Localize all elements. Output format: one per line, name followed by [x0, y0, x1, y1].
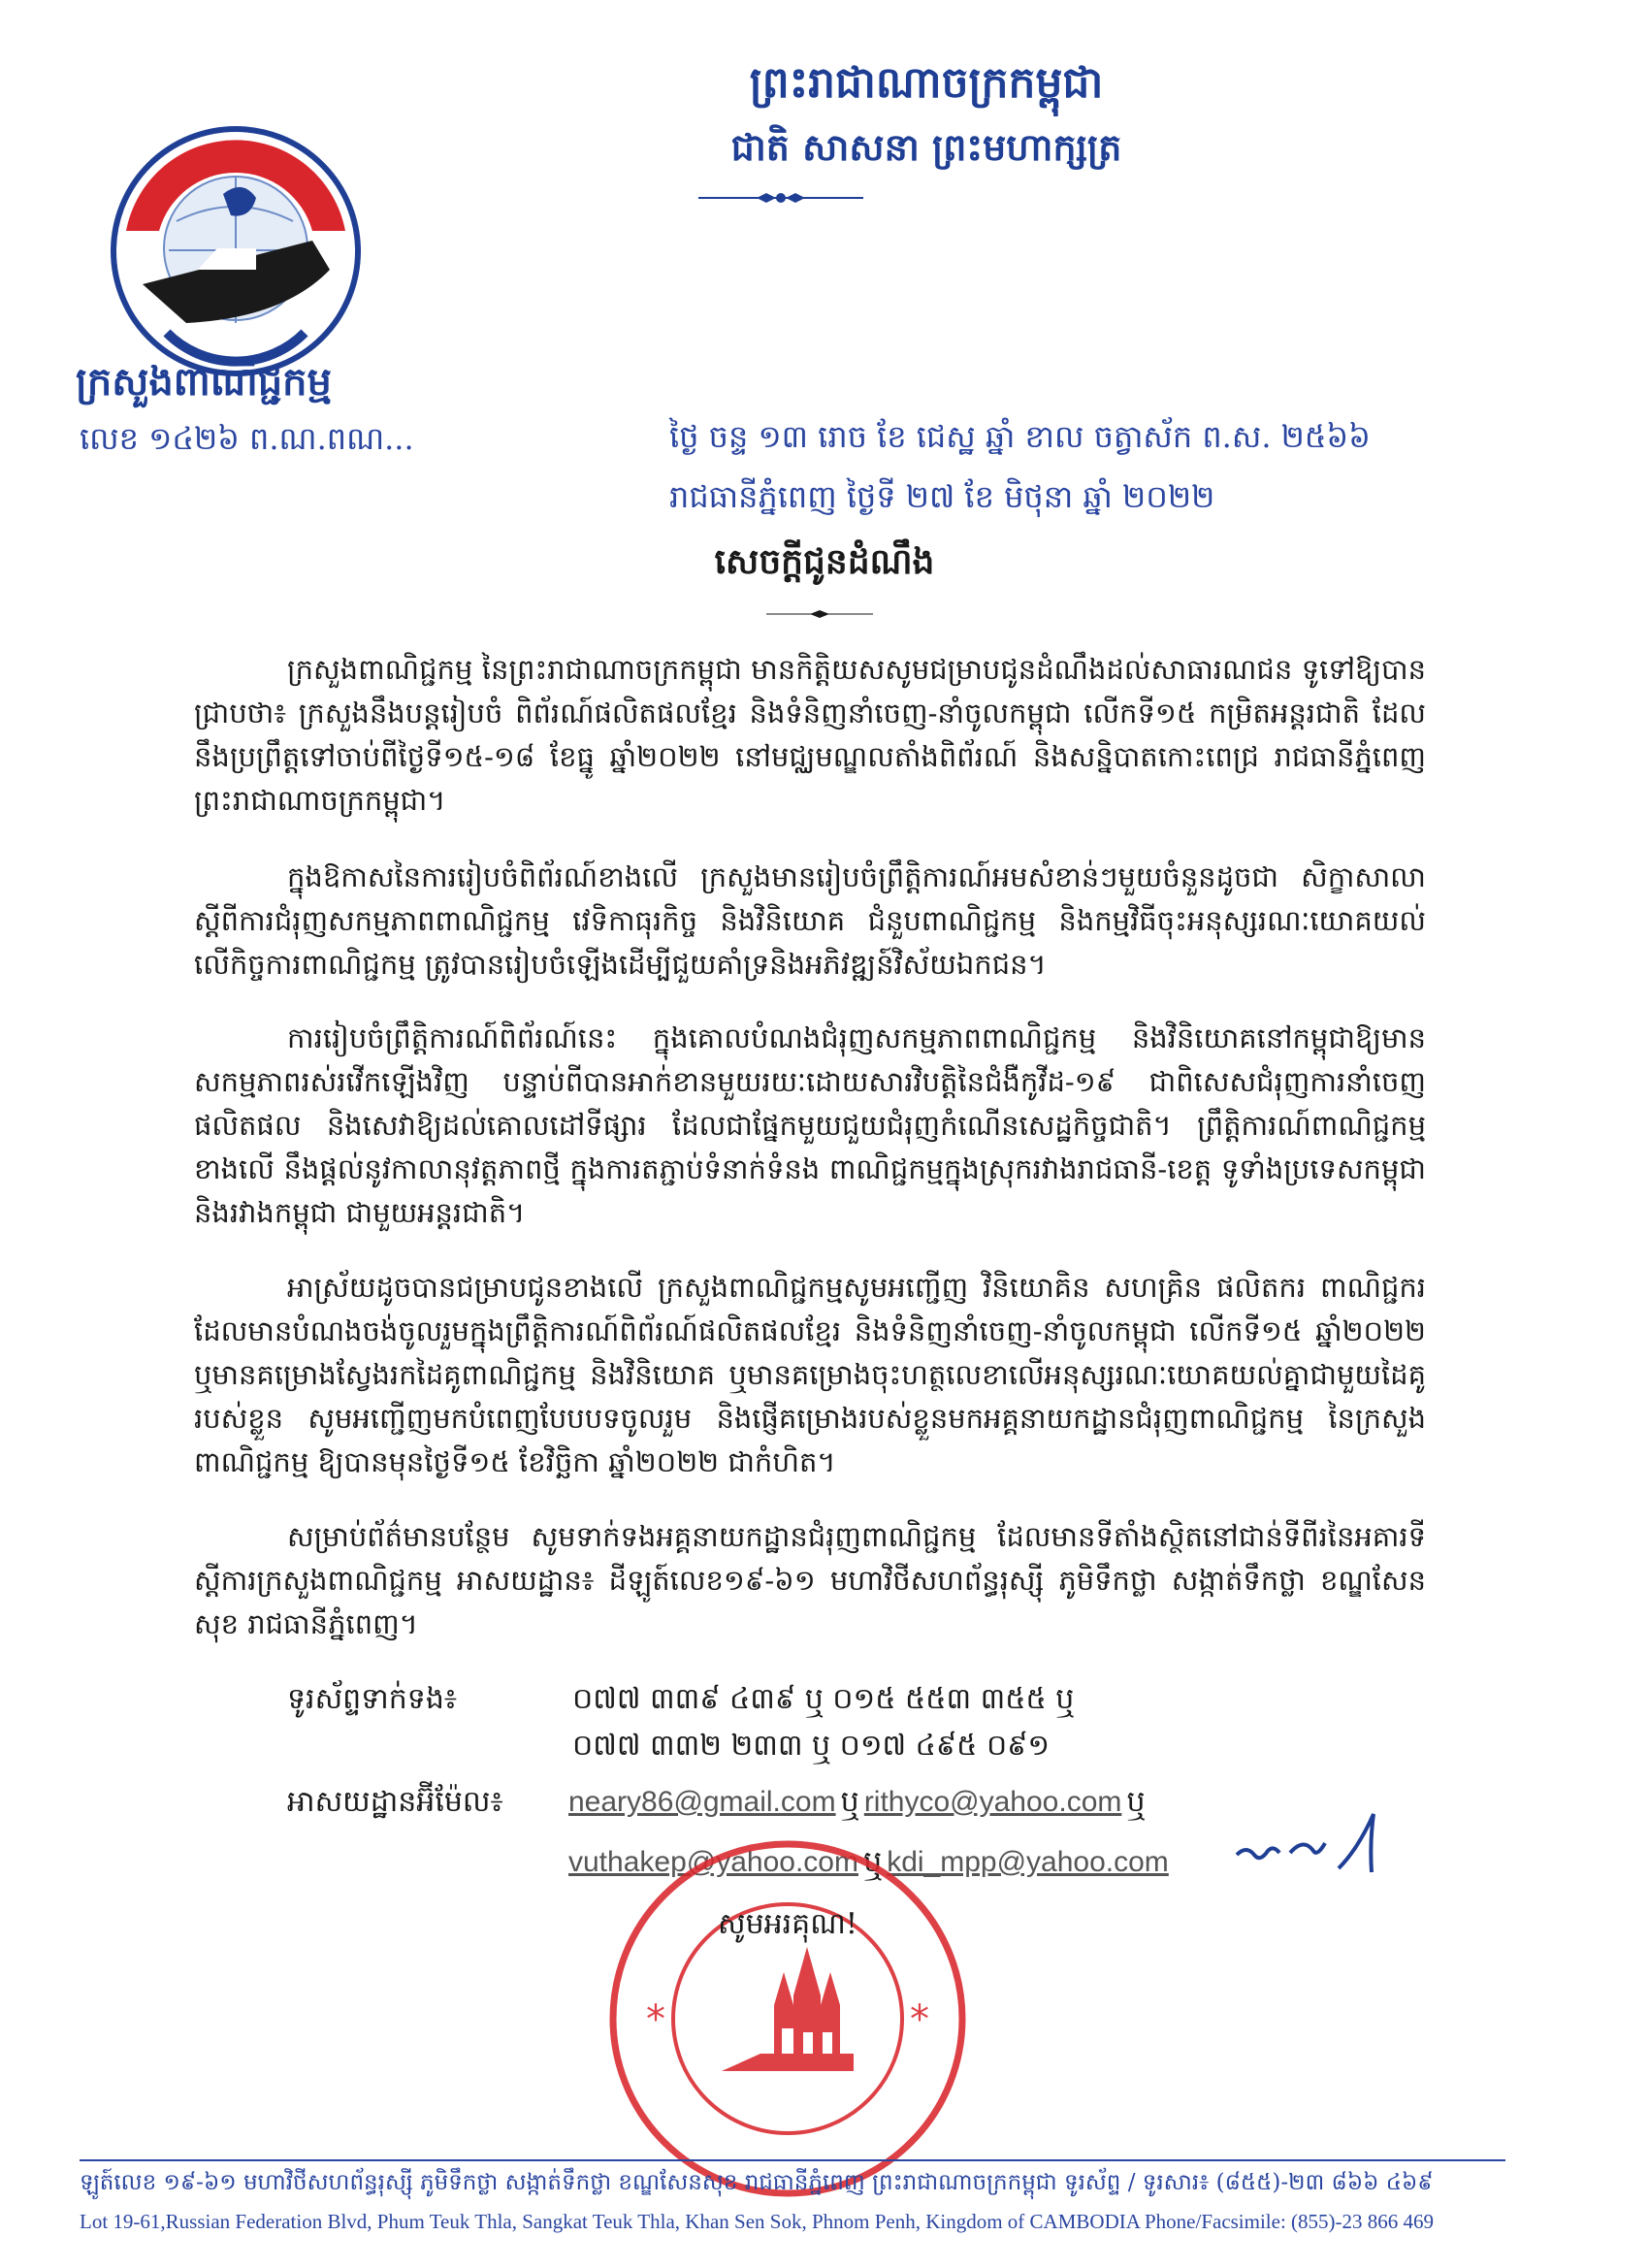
- paragraph-3: ការរៀបចំព្រឹត្តិការណ៍ពិព័រណ៍នេះ ក្នុងគោលបំណងជំរុញសកម្មភាពពាណិជ្ជកម្ម និងវិនិយោគនៅកម្ពុជាឱ្យមានសកម្មភាពរស់រវើកឡើងវិញ បន្ទាប់ពីបានអាក់ខានមួយរយៈដោយសារវិបត្តិនៃជំងឺកូវីដ-១៩ ជាពិសេសជំរុញការនាំចេញផលិតផល និងសេវាឱ្យដល់គោលដៅទីផ្សារ ដែលជាផ្នែកមួយជួយជំរុញកំណើនសេដ្ឋកិច្ចជាតិ។ ព្រឹត្តិការណ៍ពាណិជ្ជកម្មខាងលើ នឹងផ្តល់នូវកាលានុវត្តភាពថ្មី ក្នុងការតភ្ជាប់ទំនាក់ទំនង ពាណិជ្ជកម្មក្នុងស្រុករវាងរាជធានី-ខេត្ត ទូទាំងប្រទេសកម្ពុជា និងរវាងកម្ពុជា ជាមួយអន្តរជាតិ។: [194, 1021, 1426, 1229]
- closing-thanks: សូមអរគុណ!: [718, 1907, 857, 1941]
- paragraph-1: ក្រសួងពាណិជ្ជកម្ម នៃព្រះរាជាណាចក្រកម្ពុជា មានកិត្តិយសសូមជម្រាបជូនដំណឹងដល់សាធារណជន ទូទៅឱ្យបានជ្រាបថា៖ ក្រសួងនឹងបន្តរៀបចំ ពិព័រណ៍ផលិតផលខ្មែរ និងទំនិញនាំចេញ-នាំចូលកម្ពុជា លើកទី១៥ កម្រិតអន្តរជាតិ ដែលនឹងប្រព្រឹត្តទៅចាប់ពីថ្ងៃទី១៥-១៨ ខែធ្នូ ឆ្នាំ២០២២ នៅមជ្ឈមណ្ឌលតាំងពិព័រណ៍ និងសន្និបាតកោះពេជ្រ រាជធានីភ្នំពេញ ព្រះរាជាណាចក្រកម្ពុជា។: [194, 653, 1426, 817]
- footer-address-khmer: ឡូត៍លេខ ១៩-៦១ មហាវិថីសហព័ន្ធរុស្ស៊ី ភូមិទឹកថ្លា សង្កាត់ទឹកថ្លា ខណ្ឌសែនសុខ រាជធានីភ្នំពេញ ព្រះរាជាណាចក្រកម្ពុជា ទូរស័ព្ទ / ទូរសារ៖ (៨៥៥)-២៣ ៨៦៦ ៤៦៩: [80, 2170, 1434, 2195]
- solar-date: រាជធានីភ្នំពេញ ថ្ងៃទី ២៧ ខែ មិថុនា ឆ្នាំ ២០២២: [669, 478, 1215, 515]
- reference-number: លេខ ១៤២៦ ព.ណ.ពណ...: [80, 420, 414, 457]
- email-link[interactable]: rithyco@yahoo.com: [863, 1786, 1122, 1818]
- email-separator: ឬ: [840, 1785, 859, 1819]
- national-motto: ជាតិ សាសនា ព្រះមហាក្សត្រ: [730, 125, 1122, 169]
- notice-title: សេចក្តីជូនដំណឹង: [714, 541, 935, 582]
- email-link[interactable]: vuthakep@yahoo.com: [568, 1846, 858, 1878]
- email-link[interactable]: neary86@gmail.com: [568, 1786, 836, 1818]
- paragraph-5: សម្រាប់ព័ត៌មានបន្ថែម សូមទាក់ទងអគ្គនាយកដ្ឋានជំរុញពាណិជ្ជកម្ម ដែលមានទីតាំងស្ថិតនៅជាន់ទីពីរនៃអគារទីស្តីការក្រសួងពាណិជ្ជកម្ម អាសយដ្ឋាន៖ ដីឡូត៍លេខ១៩-៦១ មហាវិថីសហព័ន្ធរុស្ស៊ី ភូមិទឹកថ្លា សង្កាត់ទឹកថ្លា ខណ្ឌសែនសុខ រាជធានីភ្នំពេញ។: [194, 1520, 1426, 1640]
- svg-text:*: *: [910, 1997, 929, 2042]
- svg-text:*: *: [646, 1997, 665, 2042]
- official-seal: [607, 1838, 968, 2199]
- email-link[interactable]: kdi_mpp@yahoo.com: [887, 1846, 1169, 1878]
- kingdom-title: ព្រះរាជាណាចក្រកម្ពុជា: [749, 58, 1104, 108]
- paragraph-4: អាស្រ័យដូចបានជម្រាបជូនខាងលើ ក្រសួងពាណិជ្ជកម្មសូមអញ្ជើញ វិនិយោគិន សហគ្រិន ផលិតករ ពាណិជ្ជករ ដែលមានបំណងចង់ចូលរួមក្នុងព្រឹត្តិការណ៍ពិព័រណ៍ផលិតផលខ្មែរ និងទំនិញនាំចេញ-នាំចូលកម្ពុជា លើកទី១៥ ឆ្នាំ២០២២ ឬមានគម្រោងស្វែងរកដៃគូពាណិជ្ជកម្ម និងវិនិយោគ ឬមានគម្រោងចុះហត្ថលេខាលើអនុស្សរណៈយោគយល់គ្នាជាមួយដៃគូរបស់ខ្លួន សូមអញ្ជើញមកបំពេញបែបបទចូលរួម និងផ្ញើគម្រោងរបស់ខ្លួនមកអគ្គនាយកដ្ឋានជំរុញពាណិជ្ជកម្ម នៃក្រសួងពាណិជ្ជកម្ម ឱ្យបានមុនថ្ងៃទី១៥ ខែវិច្ឆិកា ឆ្នាំ២០២២ ជាកំហិត។: [194, 1271, 1426, 1478]
- email-separator: ឬ: [1126, 1785, 1146, 1819]
- phone-numbers-line-1: ០៧៧ ៣៣៩ ៤៣៩ ឬ ០១៥ ៥៥៣ ៣៥៥ ឬ: [572, 1682, 1075, 1716]
- email-label: អាសយដ្ឋានអ៊ីម៉ែល៖: [287, 1785, 503, 1819]
- phone-numbers-line-2: ០៧៧ ៣៣២ ២៣៣ ឬ ០១៧ ៤៩៥ ០៩១: [572, 1729, 1051, 1763]
- lunar-date: ថ្ងៃ ចន្ទ ១៣ រោច ខែ ជេស្ឋ ឆ្នាំ ខាល ចត្វាស័ក ព.ស. ២៥៦៦: [669, 418, 1371, 455]
- header-ornament: [698, 190, 863, 206]
- ministry-name: ក្រសួងពាណិជ្ជកម្ម: [76, 359, 332, 405]
- title-ornament: [766, 609, 873, 619]
- footer-divider: [80, 2159, 1505, 2161]
- email-line-1: [568, 1783, 1146, 1826]
- phone-label: ទូរស័ព្ទទាក់ទង៖: [287, 1682, 458, 1716]
- email-separator: ឬ: [863, 1845, 883, 1879]
- ministry-logo: [109, 124, 363, 378]
- footer-address-english: Lot 19-61,Russian Federation Blvd, Phum Teuk Thla, Sangkat Teuk Thla, Khan Sen Sok, Phnom Penh, Kingdom of CAMBODIA Phone/Facsimile: (855)-23 866 469: [80, 2210, 1435, 2233]
- signature: [1232, 1806, 1406, 1884]
- paragraph-2: ក្នុងឱកាសនៃការរៀបចំពិព័រណ៍ខាងលើ ក្រសួងមានរៀបចំព្រឹត្តិការណ៍អមសំខាន់ៗមួយចំនួនដូចជា សិក្ខាសាលាស្តីពីការជំរុញសកម្មភាពពាណិជ្ជកម្ម វេទិកាធុរកិច្ច និងវិនិយោគ ជំនួបពាណិជ្ជកម្ម និងកម្មវិធីចុះអនុស្សរណៈយោគយល់លើកិច្ចការពាណិជ្ជកម្ម ត្រូវបានរៀបចំឡើងដើម្បីជួយគាំទ្រនិងអភិវឌ្ឍន៍វិស័យឯកជន។: [194, 860, 1426, 981]
